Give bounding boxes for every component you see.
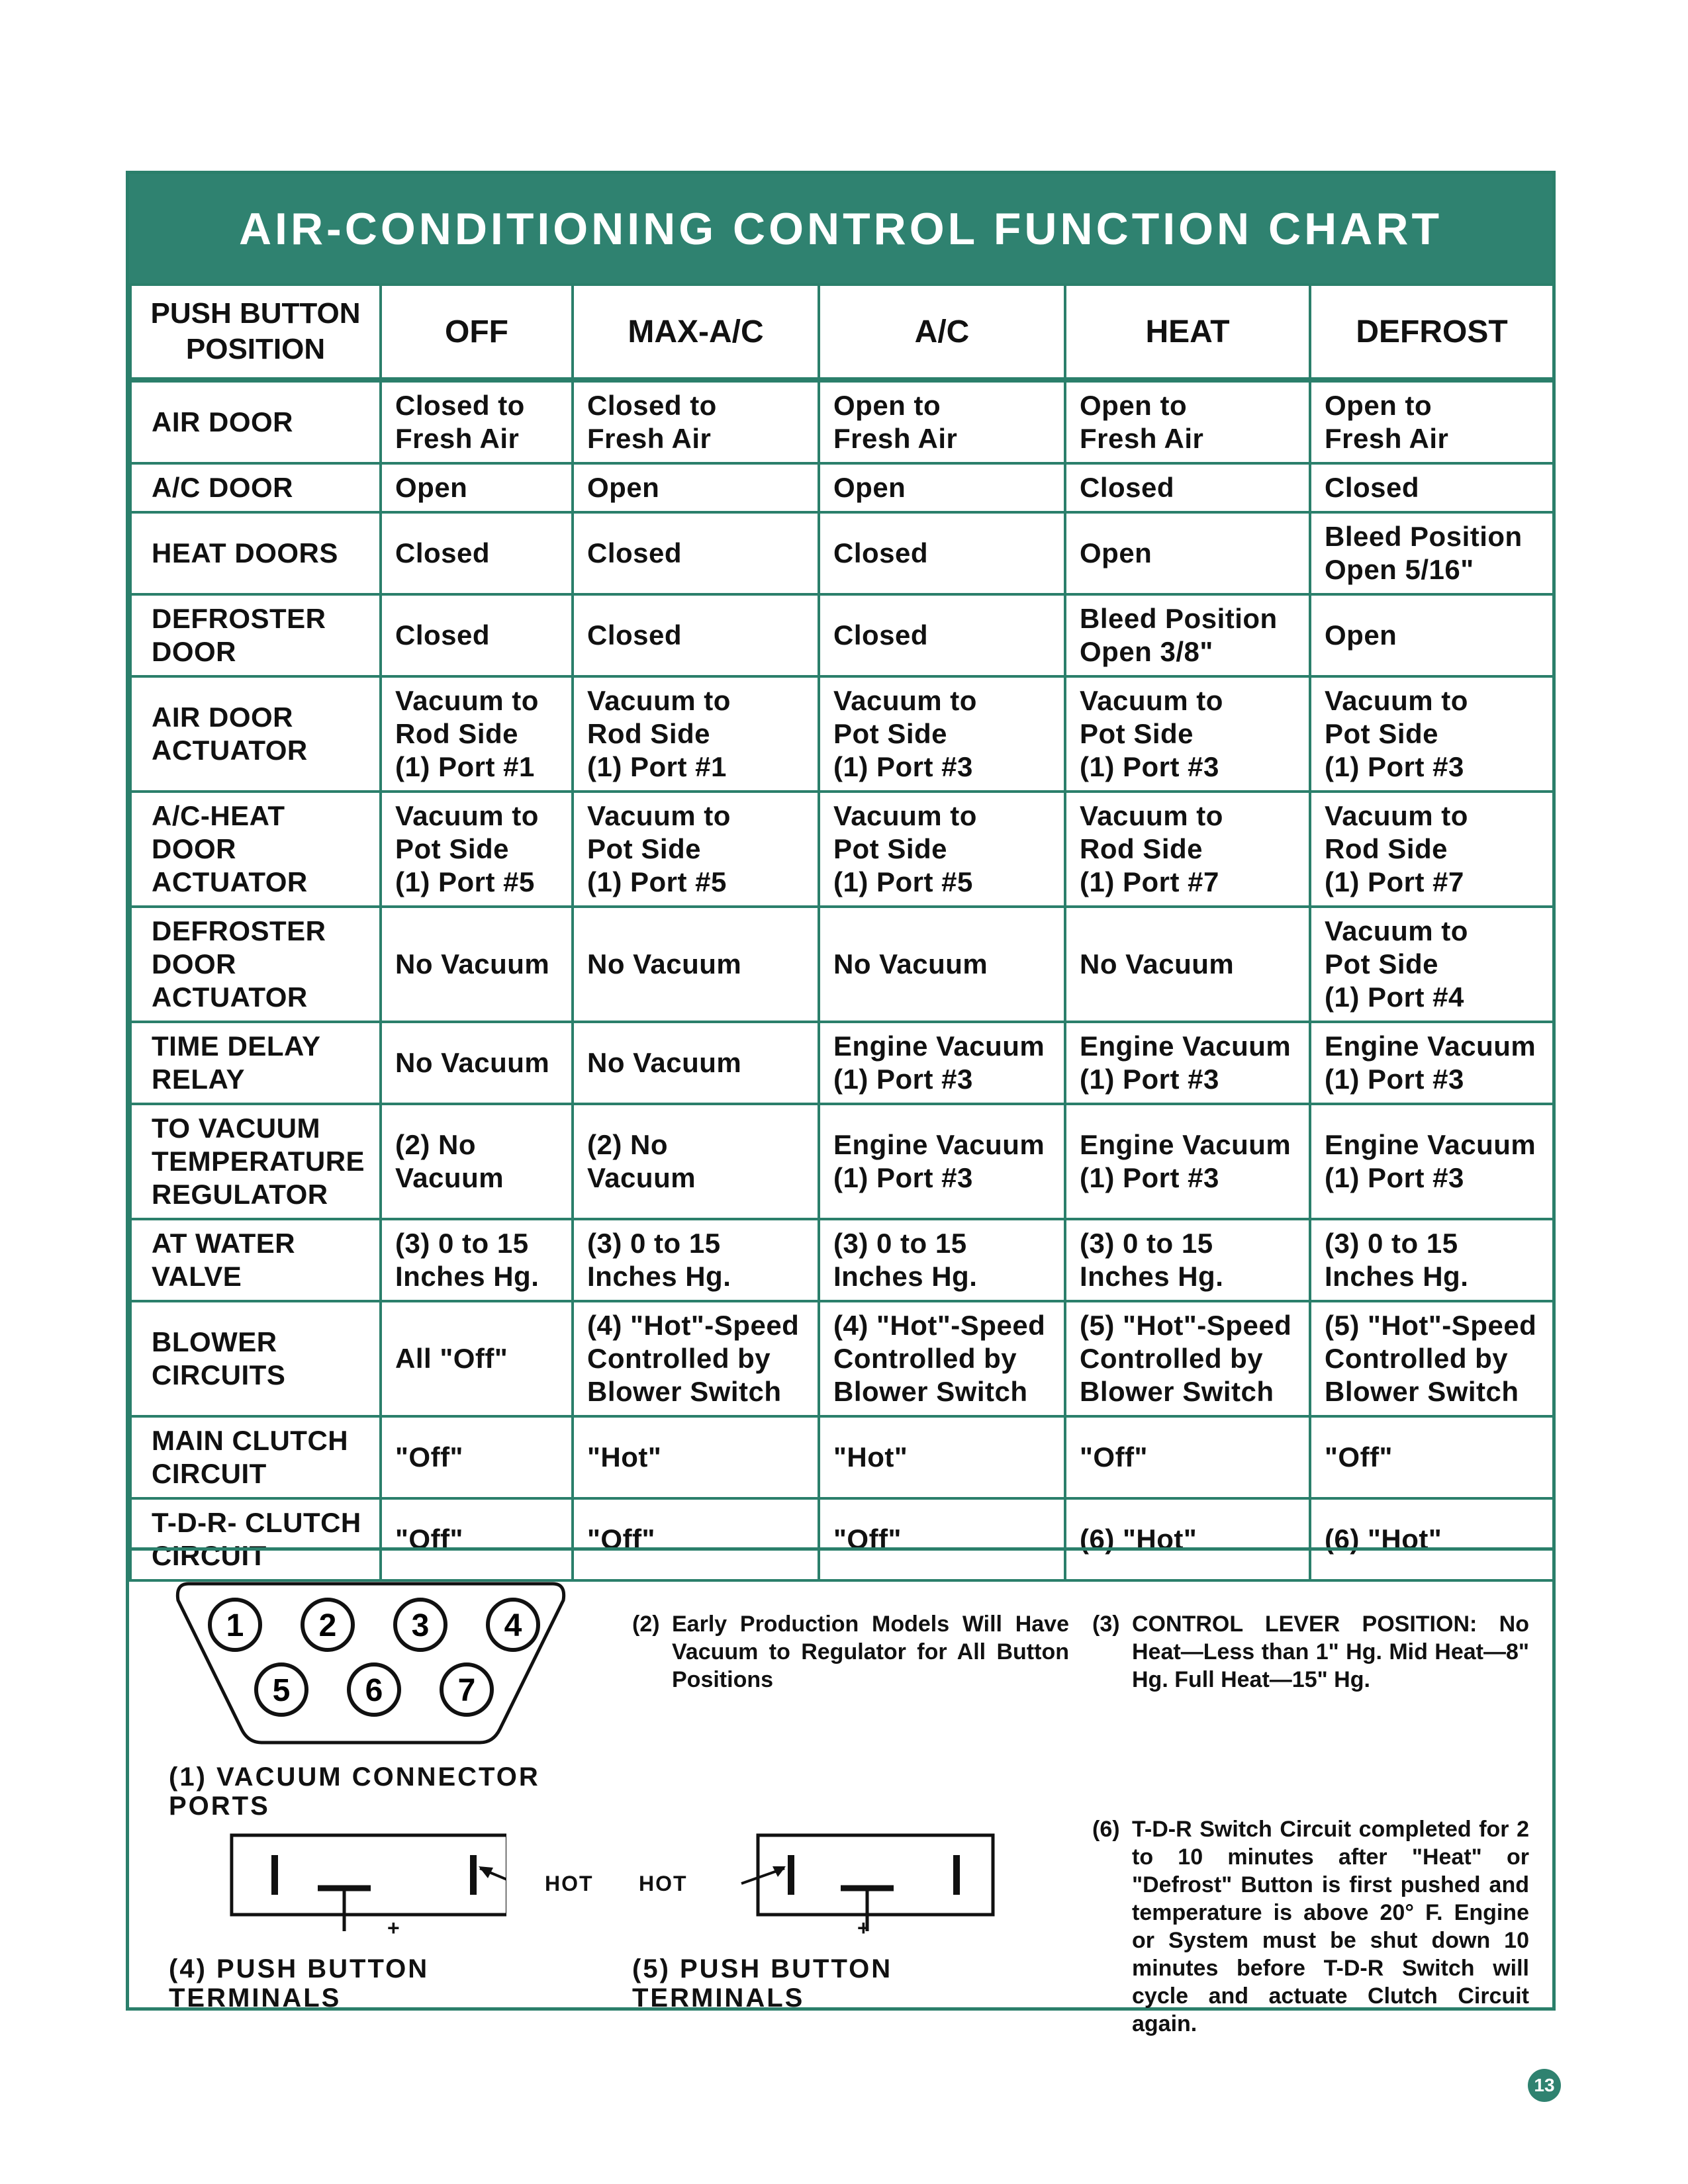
- column-header: DEFROST: [1310, 285, 1554, 380]
- table-cell: No Vacuum: [381, 907, 573, 1022]
- table-cell: Closed to Fresh Air: [573, 380, 819, 463]
- row-label: A/C DOOR: [130, 463, 381, 512]
- table-cell: (5) "Hot"-Speed Controlled by Blower Switch: [1310, 1301, 1554, 1416]
- table-row: [130, 380, 1554, 463]
- table-cell: Closed: [819, 512, 1065, 594]
- table-cell: (6) "Hot": [1310, 1498, 1554, 1580]
- column-header: MAX-A/C: [573, 285, 819, 380]
- table-cell: Engine Vacuum (1) Port #3: [819, 1104, 1065, 1219]
- table-cell: Closed: [1065, 463, 1310, 512]
- table-cell: No Vacuum: [573, 907, 819, 1022]
- terminal-diagram-4: [228, 1832, 506, 1951]
- row-label: TIME DELAY RELAY: [130, 1022, 381, 1104]
- table-row: [130, 594, 1554, 676]
- table-cell: Open: [1065, 512, 1310, 594]
- table-cell: Vacuum to Pot Side (1) Port #3: [819, 676, 1065, 792]
- table-cell: Closed: [573, 512, 819, 594]
- table-cell: (3) 0 to 15 Inches Hg.: [573, 1219, 819, 1301]
- table-cell: (5) "Hot"-Speed Controlled by Blower Switch: [1065, 1301, 1310, 1416]
- row-label: TO VACUUM TEMPERATURE REGULATOR: [130, 1104, 381, 1219]
- table-cell: Closed to Fresh Air: [381, 380, 573, 463]
- table-cell: "Off": [1065, 1416, 1310, 1498]
- row-label: DEFROSTER DOOR: [130, 594, 381, 676]
- table-cell: Bleed Position Open 3/8": [1065, 594, 1310, 676]
- table-row: [130, 463, 1554, 512]
- row-label: AT WATER VALVE: [130, 1219, 381, 1301]
- table-cell: "Hot": [819, 1416, 1065, 1498]
- table-cell: Closed: [573, 594, 819, 676]
- port-number: 3: [411, 1608, 430, 1643]
- table-cell: Vacuum to Rod Side (1) Port #1: [573, 676, 819, 792]
- table-cell: Open: [381, 463, 573, 512]
- plus-label: +: [387, 1916, 401, 1940]
- note-2: (2) Early Production Models Will Have Vacuum to Regulator for All Button Positions: [632, 1612, 1069, 1692]
- chart-title: AIR-CONDITIONING CONTROL FUNCTION CHART: [129, 174, 1552, 283]
- table-row: [130, 512, 1554, 594]
- table-cell: Engine Vacuum (1) Port #3: [1310, 1022, 1554, 1104]
- vacuum-connector-diagram: [162, 1564, 586, 1762]
- table-cell: Vacuum to Rod Side (1) Port #7: [1310, 792, 1554, 907]
- table-cell: (4) "Hot"-Speed Controlled by Blower Switch: [819, 1301, 1065, 1416]
- table-cell: Engine Vacuum (1) Port #3: [1065, 1104, 1310, 1219]
- legend-area: [129, 1547, 1552, 2036]
- note-6: (6) T-D-R Switch Circuit completed for 2 to 10 minutes after "Heat" or "Defrost" Button is first pushed and temperature is above 20° F. Engine or System must be shut down 10 minutes before T-D-R Switch will cycle and actuate Clutch Circuit again.: [1092, 1817, 1529, 2036]
- row-label: AIR DOOR ACTUATOR: [130, 676, 381, 792]
- hot-label: HOT: [639, 1872, 688, 1895]
- port-number: 2: [318, 1608, 337, 1643]
- table-cell: Open: [1310, 594, 1554, 676]
- table-cell: Open: [819, 463, 1065, 512]
- table-cell: Vacuum to Pot Side (1) Port #5: [381, 792, 573, 907]
- vacuum-ports-caption: (1) VACUUM CONNECTOR PORTS: [169, 1762, 540, 1821]
- table-row: [130, 676, 1554, 792]
- table-cell: Vacuum to Pot Side (1) Port #4: [1310, 907, 1554, 1022]
- table-cell: Vacuum to Pot Side (1) Port #3: [1065, 676, 1310, 792]
- table-cell: "Hot": [573, 1416, 819, 1498]
- table-row: [130, 792, 1554, 907]
- table-cell: Closed: [381, 594, 573, 676]
- table-cell: Closed: [1310, 463, 1554, 512]
- table-cell: Closed: [819, 594, 1065, 676]
- table-cell: (4) "Hot"-Speed Controlled by Blower Switch: [573, 1301, 819, 1416]
- table-row: [130, 1416, 1554, 1498]
- table-row: [130, 907, 1554, 1022]
- table-row: [130, 1219, 1554, 1301]
- table-cell: (3) 0 to 15 Inches Hg.: [381, 1219, 573, 1301]
- table-cell: Engine Vacuum (1) Port #3: [1310, 1104, 1554, 1219]
- table-cell: Engine Vacuum (1) Port #3: [1065, 1022, 1310, 1104]
- table-cell: Bleed Position Open 5/16": [1310, 512, 1554, 594]
- header-row: [130, 285, 1554, 380]
- table-cell: (2) No Vacuum: [573, 1104, 819, 1219]
- port-number: 1: [226, 1608, 244, 1643]
- table-cell: "Off": [573, 1498, 819, 1580]
- port-number: 6: [365, 1673, 383, 1708]
- table-cell: (3) 0 to 15 Inches Hg.: [819, 1219, 1065, 1301]
- row-label: T-D-R- CLUTCH CIRCUIT: [130, 1498, 381, 1580]
- hot-label: HOT: [545, 1872, 594, 1895]
- table-row: [130, 1104, 1554, 1219]
- table-cell: Open to Fresh Air: [819, 380, 1065, 463]
- table-cell: Vacuum to Rod Side (1) Port #1: [381, 676, 573, 792]
- table-cell: Vacuum to Rod Side (1) Port #7: [1065, 792, 1310, 907]
- note-3: (3) CONTROL LEVER POSITION: No Heat—Less than 1" Hg. Mid Heat—8" Hg. Full Heat—15" Hg.: [1092, 1612, 1529, 1692]
- row-label: A/C-HEAT DOOR ACTUATOR: [130, 792, 381, 907]
- table-cell: (3) 0 to 15 Inches Hg.: [1065, 1219, 1310, 1301]
- port-number: 7: [457, 1673, 476, 1708]
- table-cell: (3) 0 to 15 Inches Hg.: [1310, 1219, 1554, 1301]
- port-number: 5: [272, 1673, 291, 1708]
- table-cell: "Off": [381, 1498, 573, 1580]
- function-table: [129, 283, 1555, 1582]
- table-cell: Open to Fresh Air: [1310, 380, 1554, 463]
- page-number: 13: [1528, 2069, 1561, 2102]
- table-cell: (2) No Vacuum: [381, 1104, 573, 1219]
- row-label: HEAT DOORS: [130, 512, 381, 594]
- table-cell: (6) "Hot": [1065, 1498, 1310, 1580]
- table-cell: No Vacuum: [819, 907, 1065, 1022]
- table-cell: "Off": [381, 1416, 573, 1498]
- terminals-4-caption: (4) PUSH BUTTON TERMINALS: [169, 1954, 430, 2013]
- row-label: BLOWER CIRCUITS: [130, 1301, 381, 1416]
- terminals-5-caption: (5) PUSH BUTTON TERMINALS: [632, 1954, 893, 2013]
- table-cell: Engine Vacuum (1) Port #3: [819, 1022, 1065, 1104]
- column-header: OFF: [381, 285, 573, 380]
- column-header: HEAT: [1065, 285, 1310, 380]
- table-cell: No Vacuum: [381, 1022, 573, 1104]
- terminal-diagram-5: [685, 1832, 1003, 1951]
- table-cell: Vacuum to Pot Side (1) Port #5: [573, 792, 819, 907]
- row-label: AIR DOOR: [130, 380, 381, 463]
- table-cell: No Vacuum: [1065, 907, 1310, 1022]
- row-label: MAIN CLUTCH CIRCUIT: [130, 1416, 381, 1498]
- table-cell: Open to Fresh Air: [1065, 380, 1310, 463]
- column-header: A/C: [819, 285, 1065, 380]
- plus-label: +: [857, 1916, 871, 1940]
- column-header: PUSH BUTTON POSITION: [130, 285, 381, 380]
- table-cell: No Vacuum: [573, 1022, 819, 1104]
- table-cell: Closed: [381, 512, 573, 594]
- table-cell: "Off": [819, 1498, 1065, 1580]
- table-cell: Open: [573, 463, 819, 512]
- table-cell: Vacuum to Pot Side (1) Port #5: [819, 792, 1065, 907]
- table-cell: All "Off": [381, 1301, 573, 1416]
- port-number: 4: [504, 1608, 522, 1643]
- table-cell: Vacuum to Pot Side (1) Port #3: [1310, 676, 1554, 792]
- chart-frame: [126, 171, 1556, 2036]
- table-row: [130, 1301, 1554, 1416]
- table-row: [130, 1022, 1554, 1104]
- table-cell: "Off": [1310, 1416, 1554, 1498]
- row-label: DEFROSTER DOOR ACTUATOR: [130, 907, 381, 1022]
